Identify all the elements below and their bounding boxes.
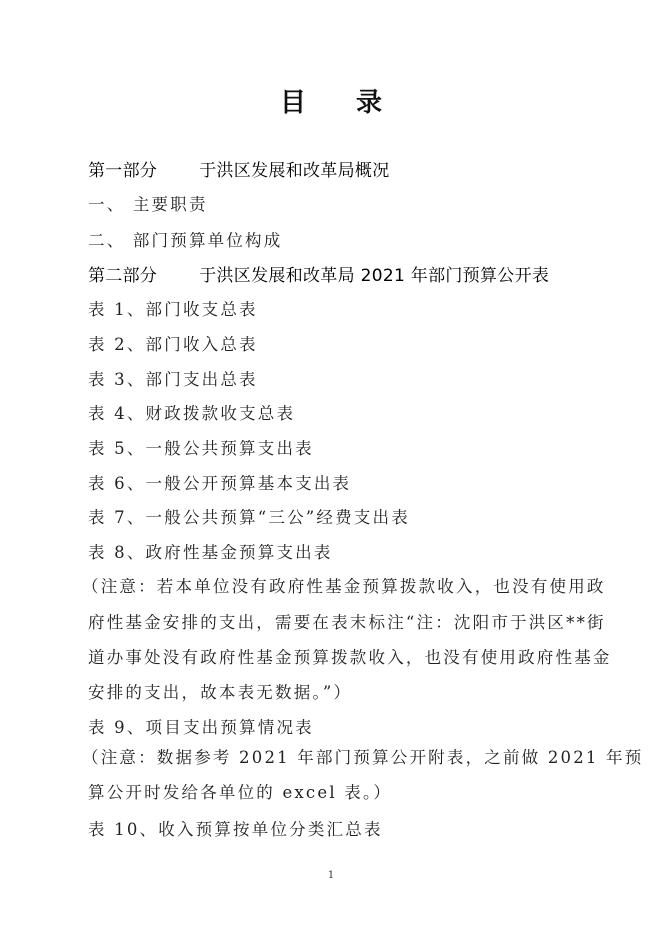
note-line: 道办事处没有政府性基金预算拨款收入，也没有使用政府性基金 (88, 648, 612, 667)
toc-table-item[interactable]: 表 1、部门收支总表 (88, 300, 258, 319)
part-title: 于洪区发展和改革局 2021 年部门预算公开表 (199, 266, 550, 286)
toc-table-item[interactable]: 表 8、政府性基金预算支出表 (88, 543, 333, 562)
part-label: 第一部分 (88, 161, 158, 181)
toc-table-item[interactable]: 表 2、部门收入总表 (88, 335, 258, 354)
note-line: 算公开时发给各单位的 excel 表。） (88, 783, 393, 802)
toc-table-item[interactable]: 表 6、一般公开预算基本支出表 (88, 474, 352, 493)
page-title (0, 82, 662, 119)
title-char: 录 (356, 88, 383, 118)
toc-table-item[interactable]: 表 3、部门支出总表 (88, 370, 258, 389)
page-number: 1 (327, 870, 335, 881)
note-line: （注意：数据参考 2021 年部门预算公开附表，之前做 2021 年预 (82, 748, 644, 767)
toc-part1-heading[interactable] (88, 156, 390, 181)
toc-table-item[interactable]: 表 5、一般公共预算支出表 (88, 439, 314, 458)
part-label: 第二部分 (88, 266, 158, 286)
note-line: （注意：若本单位没有政府性基金预算拨款收入，也没有使用政 (82, 577, 606, 596)
toc-table-item[interactable]: 表 10、收入预算按单位分类汇总表 (88, 820, 383, 839)
toc-table-item[interactable]: 表 4、财政拨款收支总表 (88, 404, 296, 423)
toc-table-item[interactable]: 表 9、项目支出预算情况表 (88, 718, 314, 737)
title-char: 目 (279, 88, 306, 118)
part-title: 于洪区发展和改革局概况 (199, 161, 390, 181)
toc-item[interactable]: 一、 主要职责 (88, 195, 208, 214)
note-line: 安排的支出，故本表无数据。”） (88, 683, 353, 702)
toc-item[interactable]: 二、 部门预算单位构成 (88, 231, 283, 250)
note-line: 府性基金安排的支出，需要在表末标注“注：沈阳市于洪区**街 (88, 613, 606, 632)
toc-table-item[interactable]: 表 7、一般公共预算“三公”经费支出表 (88, 508, 410, 527)
toc-part2-heading[interactable] (88, 261, 549, 286)
